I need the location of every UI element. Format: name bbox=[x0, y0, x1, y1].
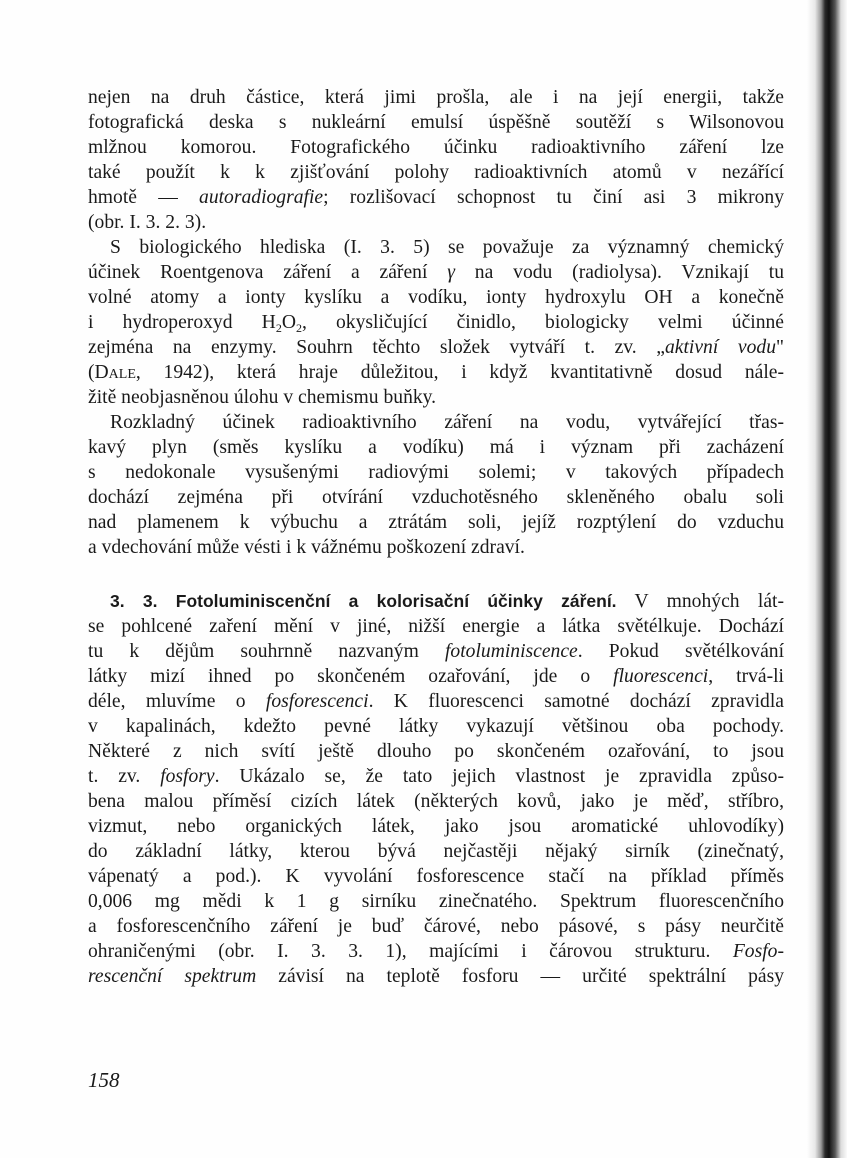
text-line bbox=[88, 410, 784, 435]
text-line bbox=[88, 510, 784, 535]
text-segment: nejen na druh částice, která jimi prošla, ale i na její energii, takže bbox=[88, 87, 784, 108]
text-line bbox=[88, 210, 784, 235]
text-segment: fotografická deska s nukleární emulsí úspěšně soutěží s Wilsonovou bbox=[88, 112, 784, 133]
text-segment: , okysličující činidlo, biologicky velmi účinné bbox=[301, 312, 784, 333]
text-segment: do základní látky, kterou bývá nejčastěji nějaký sirník (zinečnatý, bbox=[88, 841, 784, 862]
emphasized-term: fluorescenci bbox=[613, 666, 709, 687]
text-segment: . Ukázalo se, že tato jejich vlastnost je zpravidla způso- bbox=[214, 766, 784, 787]
text-segment: Rozkladný účinek radioaktivního záření na vodu, vytvářející třas- bbox=[110, 412, 784, 433]
text-line bbox=[88, 485, 784, 510]
text-line bbox=[88, 764, 784, 789]
text-segment: S biologického hlediska (I. 3. 5) se považuje za významný chemický bbox=[110, 237, 784, 258]
author-name: Dale bbox=[94, 362, 136, 383]
emphasized-term: fotoluminiscence bbox=[444, 641, 578, 662]
emphasized-term: fosfory bbox=[160, 766, 215, 787]
text-segment: a vdechování může vésti i k vážnému poškození zdraví. bbox=[88, 537, 525, 558]
emphasized-term: fosforescenci bbox=[265, 691, 369, 712]
text-segment: ( bbox=[88, 362, 95, 383]
text-segment: nad plamenem k výbuchu a ztrátám soli, jejíž rozptýlení do vzduchu bbox=[88, 512, 784, 533]
emphasized-term: γ bbox=[447, 262, 455, 283]
text-segment: na vodu (radiolysa). Vznikají tu bbox=[454, 262, 784, 283]
subscript: 2 bbox=[275, 321, 282, 335]
emphasized-term: Fosfo- bbox=[732, 941, 784, 962]
text-segment: tu k dějům souhrnně nazvaným bbox=[88, 641, 445, 662]
text-segment: volné atomy a ionty kyslíku a vodíku, ionty hydroxylu OH a konečně bbox=[88, 287, 784, 308]
text-segment: závisí na teplotě fosforu — určité spektrální pásy bbox=[256, 966, 784, 987]
emphasized-term: rescenční spektrum bbox=[88, 966, 257, 987]
text-segment: mlžnou komorou. Fotografického účinku radioaktivního záření lze bbox=[88, 137, 784, 158]
text-line bbox=[88, 535, 784, 560]
text-line bbox=[88, 914, 784, 939]
text-segment: " bbox=[776, 337, 784, 358]
text-segment: s nedokonale vysušenými radiovými solemi; v takových případech bbox=[88, 462, 784, 483]
text-line bbox=[88, 839, 784, 864]
section-heading: 3. 3. Fotoluminiscenční a kolorisační účinky záření. bbox=[110, 591, 617, 611]
text-line bbox=[88, 360, 784, 385]
text-segment: , 1942), která hraje důležitou, i když kvantitativně dosud nále- bbox=[135, 362, 784, 383]
text-line bbox=[88, 260, 784, 285]
text-segment: ; rozlišovací schopnost tu činí asi 3 mikrony bbox=[323, 187, 784, 208]
text-segment: , trvá-li bbox=[708, 666, 784, 687]
text-line bbox=[88, 739, 784, 764]
text-segment: i hydroperoxyd H bbox=[88, 312, 276, 333]
text-segment: v kapalinách, kdežto pevné látky vykazují většinou oba pochody. bbox=[88, 716, 784, 737]
text-line bbox=[88, 689, 784, 714]
text-line bbox=[88, 135, 784, 160]
text-line bbox=[88, 864, 784, 889]
text-line bbox=[88, 385, 784, 410]
text-segment: účinek Roentgenova záření a záření bbox=[88, 262, 448, 283]
text-segment: vápenatý a pod.). K vyvolání fosforescence stačí na příklad příměs bbox=[88, 866, 784, 887]
text-line bbox=[88, 310, 784, 335]
text-line bbox=[88, 714, 784, 739]
text-segment: zejména na enzymy. Souhrn těchto složek vytváří t. zv. „ bbox=[88, 337, 665, 358]
text-segment: dochází zejména při otvírání vzduchotěsného skleněného obalu soli bbox=[88, 487, 784, 508]
text-line bbox=[88, 185, 784, 210]
text-line bbox=[88, 460, 784, 485]
text-line bbox=[88, 285, 784, 310]
book-spine-shadow bbox=[807, 0, 847, 1158]
text-line bbox=[88, 614, 784, 639]
text-segment: ohraničenými (obr. I. 3. 3. 1), majícími i čárovou strukturu. bbox=[88, 941, 733, 962]
text-line bbox=[88, 664, 784, 689]
text-segment: také použít k k zjišťování polohy radioaktivních atomů v nezářící bbox=[88, 162, 784, 183]
text-line bbox=[88, 85, 784, 110]
text-segment: t. zv. bbox=[88, 766, 161, 787]
emphasized-term: aktivní vodu bbox=[664, 337, 776, 358]
text-segment: . Pokud světélkování bbox=[577, 641, 785, 662]
text-segment: hmotě — bbox=[88, 187, 200, 208]
text-line bbox=[88, 335, 784, 360]
text-line bbox=[88, 939, 784, 964]
text-line bbox=[88, 235, 784, 260]
text-segment: Některé z nich svítí ještě dlouho po skončeném ozařování, to jsou bbox=[88, 741, 784, 762]
text-line bbox=[88, 789, 784, 814]
text-line bbox=[88, 889, 784, 914]
text-segment: látky mizí ihned po skončeném ozařování, jde o bbox=[88, 666, 614, 687]
text-segment: . K fluorescenci samotné dochází zpravidla bbox=[368, 691, 784, 712]
text-segment: déle, mluvíme o bbox=[88, 691, 266, 712]
text-segment: a fosforescenčního záření je buď čárové, nebo pásové, s pásy neurčitě bbox=[88, 916, 784, 937]
text-segment: 0,006 mg mědi k 1 g sirníku zinečnatého. Spektrum fluorescenčního bbox=[88, 891, 784, 912]
subscript: 2 bbox=[295, 321, 302, 335]
text-segment: bena malou příměsí cizích látek (některých kovů, jako je měď, stříbro, bbox=[88, 791, 784, 812]
text-line bbox=[88, 160, 784, 185]
text-segment: žitě neobjasněnou úlohu v chemismu buňky. bbox=[88, 387, 437, 408]
text-line bbox=[88, 814, 784, 839]
text-line bbox=[88, 110, 784, 135]
text-segment: se pohlcené zaření mění v jiné, nižší energie a látka světélkuje. Dochází bbox=[88, 616, 784, 637]
text-segment: (obr. I. 3. 2. 3). bbox=[88, 212, 207, 233]
text-line bbox=[88, 639, 784, 664]
page-number: 158 bbox=[88, 1068, 120, 1092]
section-heading-line bbox=[88, 589, 784, 614]
text-segment: vizmut, nebo organických látek, jako jsou aromatické uhlovodíky) bbox=[88, 816, 784, 837]
text-segment: kavý plyn (směs kyslíku a vodíku) má i význam při zacházení bbox=[88, 437, 784, 458]
text-segment: V mnohých lát- bbox=[616, 591, 785, 612]
text-line bbox=[88, 435, 784, 460]
text-line bbox=[88, 964, 784, 989]
text-segment: O bbox=[281, 312, 296, 333]
emphasized-term: autoradiografie bbox=[199, 187, 324, 208]
